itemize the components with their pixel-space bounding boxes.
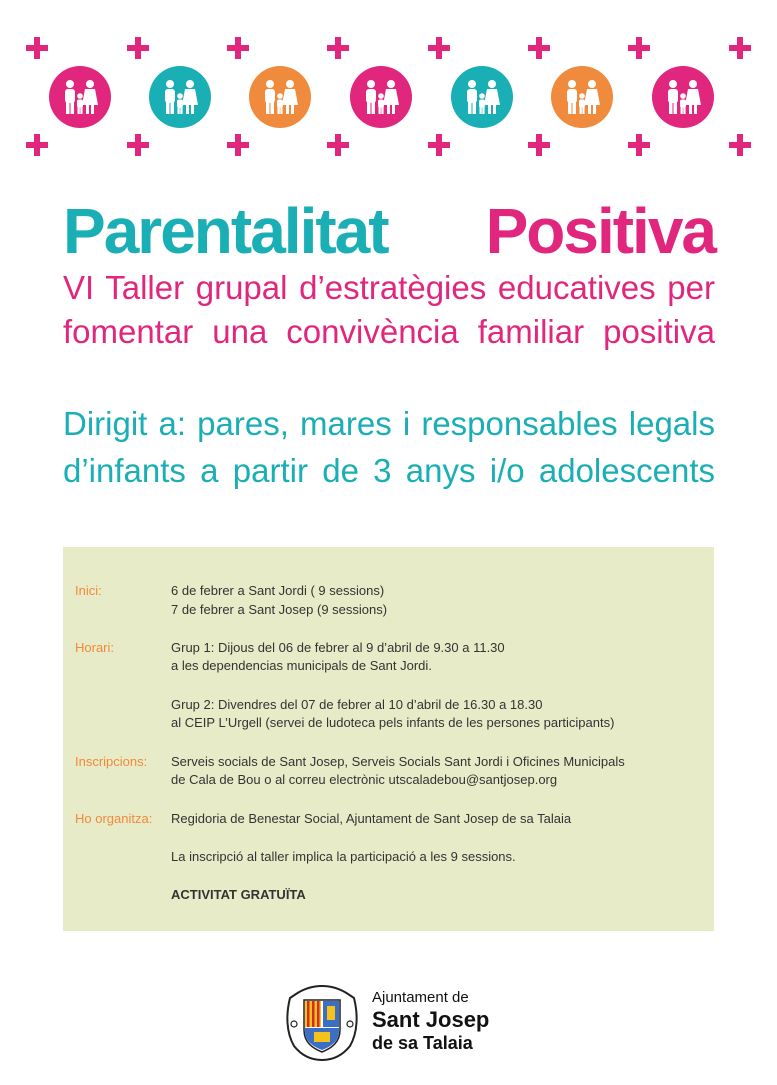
plus-icon: [528, 134, 550, 156]
group1-line2: a les dependencias municipals de Sant Jordi.: [171, 658, 432, 673]
plus-icon: [729, 37, 751, 59]
plus-icon: [327, 37, 349, 59]
audience-line1: Dirigit a: pares, mares i responsables legals: [63, 405, 715, 442]
subtitle-line1: VI Taller grupal d’estratègies educatives per: [63, 269, 715, 306]
family-icon: [149, 66, 211, 128]
plus-icon: [327, 134, 349, 156]
plus-icon: [227, 134, 249, 156]
logo-line3: de sa Talaia: [372, 1033, 473, 1053]
info-box: [63, 547, 714, 931]
plus-icon: [26, 134, 48, 156]
family-icon: [249, 66, 311, 128]
free-activity-label: ACTIVITAT GRATUÏTA: [171, 887, 306, 902]
plus-icon: [127, 37, 149, 59]
start-line1: 6 de febrer a Sant Jordi ( 9 sessions): [171, 583, 385, 598]
participation-note: La inscripció al taller implica la participació a les 9 sessions.: [171, 849, 516, 864]
plus-icon: [428, 37, 450, 59]
council-logo: [284, 984, 524, 1064]
start-label: Inici:: [75, 583, 102, 598]
group2-line2: al CEIP L’Urgell (servei de ludoteca pels infants de les persones participants): [171, 715, 615, 730]
coat-of-arms-icon: [284, 984, 360, 1062]
start-line2: 7 de febrer a Sant Josep (9 sessions): [171, 602, 388, 617]
plus-icon: [428, 134, 450, 156]
logo-line1: Ajuntament de: [372, 989, 469, 1006]
audience-line2: d’infants a partir de 3 anys i/o adolescents: [63, 452, 715, 489]
family-icon: [551, 66, 613, 128]
header-banner: [0, 0, 777, 170]
registration-line2: de Cala de Bou o al correu electrònic utscaladebou@santjosep.org: [171, 772, 558, 787]
logo-line2: Sant Josep: [372, 1007, 490, 1032]
family-icon: [49, 66, 111, 128]
subtitle-line2: fomentar una convivència familiar positiva: [63, 313, 715, 350]
family-icon: [451, 66, 513, 128]
plus-icon: [628, 37, 650, 59]
registration-line1: Serveis socials de Sant Josep, Serveis Socials Sant Jordi i Oficines Municipals: [171, 754, 625, 769]
registration-label: Inscripcions:: [75, 754, 148, 769]
organizer-label: Ho organitza:: [75, 811, 153, 826]
schedule-label: Horari:: [75, 640, 115, 655]
plus-icon: [227, 37, 249, 59]
organizer-line1: Regidoria de Benestar Social, Ajuntament de Sant Josep de sa Talaia: [171, 811, 572, 826]
title-part2: Positiva: [485, 195, 715, 267]
title-part1: Parentalitat: [63, 195, 388, 267]
plus-icon: [528, 37, 550, 59]
plus-icon: [628, 134, 650, 156]
group1-line1: Grup 1: Dijous del 06 de febrer al 9 d’abril de 9.30 a 11.30: [171, 640, 505, 655]
page-title: [63, 192, 715, 270]
group2-line1: Grup 2: Divendres del 07 de febrer al 10 d’abril de 16.30 a 18.30: [171, 697, 543, 712]
family-icon: [652, 66, 714, 128]
plus-icon: [729, 134, 751, 156]
plus-icon: [127, 134, 149, 156]
family-icon: [350, 66, 412, 128]
plus-icon: [26, 37, 48, 59]
